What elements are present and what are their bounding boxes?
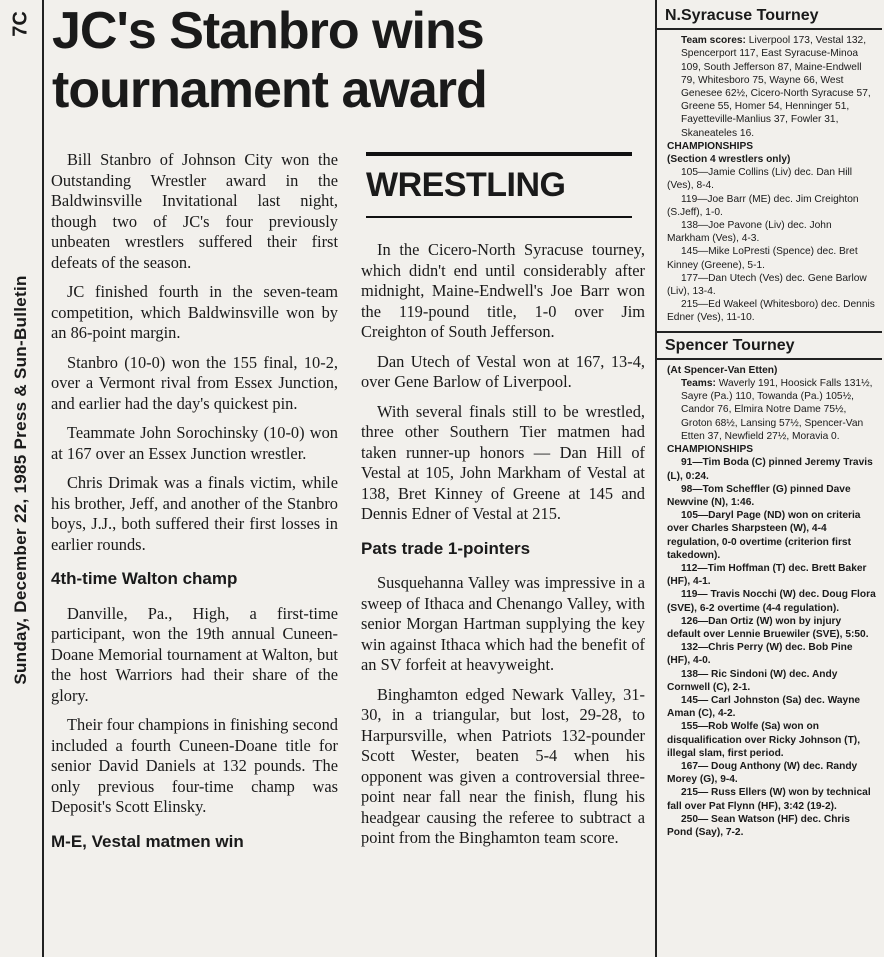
page-number: 7C [9, 11, 32, 37]
subheading: 4th-time Walton champ [51, 569, 238, 588]
dateline: Sunday, December 22, 1985 Press & Sun-Bulletin [11, 275, 30, 685]
championships-label: CHAMPIONSHIPS [667, 444, 754, 456]
result-entry: 138— Ric Sindoni (W) dec. Andy Cornwell (C), 2-1. [667, 668, 838, 693]
article-column-2 [361, 240, 645, 858]
result-entry: 91—Tim Boda (C) pinned Jeremy Travis (L), 0:24. [667, 457, 873, 482]
paragraph: Stanbro (10-0) won the 155 final, 10-2, over a Vermont rival from Essex Junction, and earlier had the day's quickest pin. [51, 352, 338, 413]
subheading: M-E, Vestal matmen win [51, 831, 244, 851]
result-entry: 250— Sean Watson (HF) dec. Chris Pond (Say), 7-2. [667, 813, 850, 838]
result-entry: 119— Travis Nocchi (W) dec. Doug Flora (SVE), 6-2 overtime (4-4 regulation). [667, 589, 876, 614]
result-entry: 215— Russ Ellers (W) won by technical fall over Pat Flynn (HF), 3:42 (19-2). [667, 787, 871, 812]
scores-label: Team scores: [681, 35, 746, 47]
paragraph: Danville, Pa., High, a first-time participant, won the 19th annual Cuneen-Doane Memorial tournament at Walton, but the host Warriors had their share of the glory. [51, 603, 338, 705]
result-entry: 145—Mike LoPresti (Spence) dec. Bret Kinney (Greene), 5-1. [667, 246, 858, 271]
article-column-1 [51, 150, 338, 866]
results-sidebar [655, 0, 882, 957]
result-entry: 132—Chris Perry (W) dec. Bob Pine (HF), 4-0. [667, 642, 853, 667]
championships-label: CHAMPIONSHIPS [667, 140, 754, 152]
result-entry: 155—Rob Wolfe (Sa) won on disqualification over Ricky Johnson (T), illegal slam, first period. [667, 721, 861, 759]
result-entry: 177—Dan Utech (Ves) dec. Gene Barlow (Liv), 13-4. [667, 272, 867, 298]
spencer-results [657, 360, 882, 845]
paragraph: Binghamton edged Newark Valley, 31-30, in a triangular, but lost, 29-28, to Harpursville, when Patriots 132-pounder Scott Wester, beaten 5-4 when his opponent was given a controversial three-point near fall near the finish, flung his headgear causing the referee to subtract a point from the Binghamton team score. [361, 684, 645, 847]
section-note: (Section 4 wrestlers only) [667, 154, 791, 166]
paragraph: Dan Utech of Vestal won at 167, 13-4, over Gene Barlow of Liverpool. [361, 351, 645, 391]
result-entry: 119—Joe Barr (ME) dec. Jim Creighton (S.Jeff), 1-0. [667, 193, 859, 218]
paragraph: Chris Drimak was a finals victim, while his brother, Jeff, and another of the Stanbro boys, J.J., both suffered their first losses in earlier rounds. [51, 473, 338, 554]
paragraph: Their four champions in finishing second included a fourth Cuneen-Doane title for senior David Daniels at 132 pounds. The only previous four-time champ was Deposit's Scott Elinsky. [51, 715, 338, 816]
paragraph: JC finished fourth in the seven-team competition, which Baldwinsville won by an 86-point margin. [51, 282, 338, 342]
result-entry: 138—Joe Pavone (Liv) dec. John Markham (Ves), 4-3. [667, 220, 832, 245]
result-entry: 126—Dan Ortiz (W) won by injury default over Lennie Bruewiler (SVE), 5:50. [667, 615, 869, 640]
nsyracuse-results [657, 30, 882, 330]
result-entry: 167— Doug Anthony (W) dec. Randy Morey (G), 9-4. [667, 760, 858, 786]
paragraph: Teammate John Sorochinsky (10-0) won at 167 over an Essex Junction wrestler. [51, 423, 338, 463]
team-scores: Waverly 191, Hoosick Falls 131½, Sayre (Pa.) 110, Towanda (Pa.) 105½, Candor 76, Elmira Notre Dame 75½, Groton 68½, Lansing 57½, Spencer-Van Etten 37, Newfield 27½, Moravia 0. [681, 378, 873, 442]
result-entry: 112—Tim Hoffman (T) dec. Brett Baker (HF), 4-1. [667, 562, 867, 588]
location-note: (At Spencer-Van Etten) [667, 364, 778, 376]
subheading: Pats trade 1-pointers [361, 538, 531, 558]
spencer-title: Spencer Tourney [657, 331, 882, 360]
result-entry: 105—Jamie Collins (Liv) dec. Dan Hill (Ves), 8-4. [667, 167, 852, 192]
result-entry: 215—Ed Wakeel (Whitesboro) dec. Dennis Edner (Ves), 11-10. [667, 299, 875, 324]
result-entry: 98—Tom Scheffler (G) pinned Dave Newvine (N), 1:46. [667, 483, 851, 508]
teams-label: Teams: [681, 378, 716, 390]
result-entry: 105—Daryl Page (ND) won on criteria over Charles Sharpsteen (W), 4-4 regulation, 0-0 overtime (criterion first takedown). [667, 510, 861, 561]
result-entry: 145— Carl Johnston (Sa) dec. Wayne Aman (C), 4-2. [667, 694, 861, 720]
paragraph: Bill Stanbro of Johnson City won the Outstanding Wrestler award in the Baldwinsville Invitational last night, though two of JC's four previously unbeaten wrestlers suffered their first defeats of the season. [51, 150, 338, 272]
section-label-box [366, 152, 632, 218]
paragraph: Susquehanna Valley was impressive in a sweep of Ithaca and Chenango Valley, with senior Morgan Hartman supplying the key win against Ithaca which had the benefit of an SV forfeit at heavyweight. [361, 573, 645, 674]
page-spine [0, 0, 44, 957]
section-title: WRESTLING [366, 166, 566, 204]
team-scores: Liverpool 173, Vestal 132, Spencerport 117, East Syracuse-Minoa 109, South Jefferson 87, Maine-Endwell 79, Whitesboro 75, Wayne 66, West Genesee 62½, Cicero-North Syracuse 57, Greene 55, Homer 54, Henninger 51, Fayetteville-Manlius 37, Fowler 31, Skaneateles 16. [681, 35, 871, 139]
nsyracuse-title: N.Syracuse Tourney [657, 0, 882, 30]
paragraph: With several finals still to be wrestled, three other Southern Tier matmen had taken runner-up honors — Dan Hill of Vestal at 105, John Markham of Vestal at 138, Bret Kinney of Greene at 145 and Dennis Edner of Vestal at 215. [361, 401, 645, 523]
headline: JC's Stanbro wins tournament award [52, 2, 487, 119]
paragraph: In the Cicero-North Syracuse tourney, which didn't end until considerably after midnight, Maine-Endwell's Joe Barr won the 119-pound title, 1-0 over Jim Creighton of South Jefferson. [361, 240, 645, 341]
